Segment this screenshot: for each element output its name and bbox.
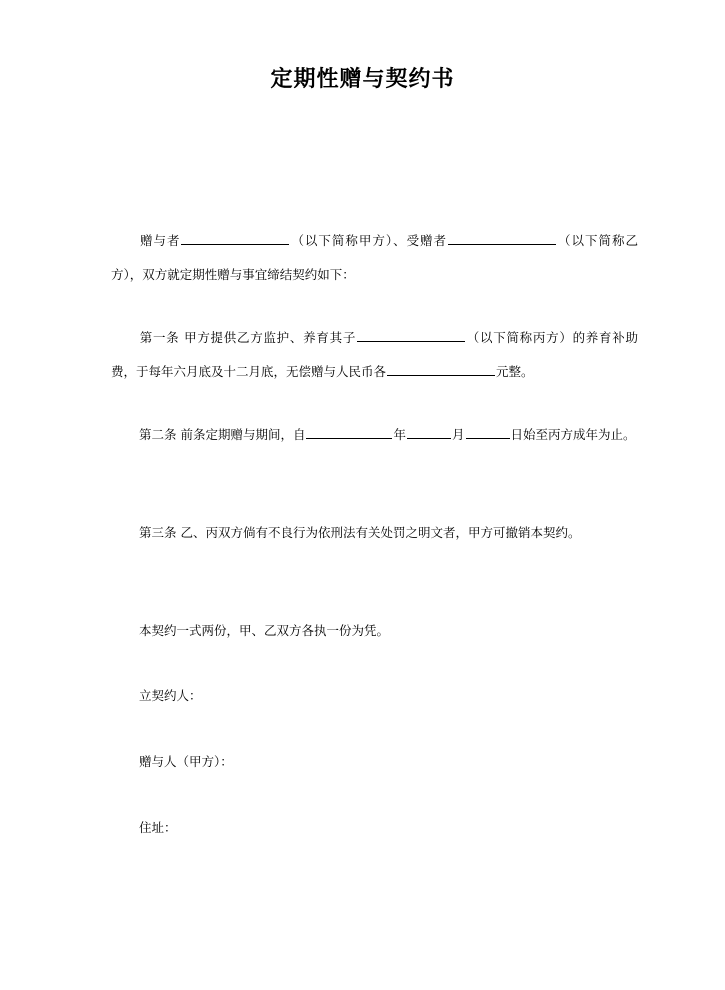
article-2-text-2: 年: [393, 427, 406, 442]
intro-text-2: （以下简称甲方）、受赠者: [290, 233, 448, 248]
intro-text-1: 赠与者: [139, 233, 181, 248]
article-3-paragraph: [111, 516, 638, 550]
year-blank: [306, 424, 392, 439]
intro-paragraph: [111, 224, 638, 292]
document-title: 定期性赠与契约书: [270, 67, 455, 92]
amount-blank: [387, 361, 495, 376]
copies-statement: 本契约一式两份，甲、乙双方各执一份为凭。: [139, 623, 390, 638]
signers-label: 立契约人：: [139, 688, 202, 703]
month-blank: [407, 424, 451, 439]
address-label: 住址：: [139, 820, 177, 835]
article-2-text-1: 第二条 前条定期赠与期间，自: [139, 427, 306, 442]
article-3-text: 第三条 乙、丙双方倘有不良行为依刑法有关处罚之明文者，甲方可撤销本契约。: [139, 525, 581, 540]
donor-label: 赠与人（甲方）：: [139, 754, 233, 769]
article-2-paragraph: [111, 418, 638, 452]
article-1-text-3: 元整。: [496, 364, 534, 379]
intro-text-3: （以下简称乙方），双方就定期性赠与事宜缔结契约如下：: [111, 233, 638, 282]
article-1-text-1: 第一条 甲方提供乙方监护、养育其子: [139, 330, 357, 345]
donor-name-blank: [181, 230, 289, 245]
article-2-text-3: 月: [452, 427, 465, 442]
donee-name-blank: [448, 230, 556, 245]
article-1-text-2: （以下简称丙方）的养育补助费，于每年六月底及十二月底，无偿赠与人民币各: [111, 330, 638, 379]
day-blank: [466, 424, 510, 439]
article-2-text-4: 日始至丙方成年为止。: [510, 427, 636, 442]
article-1-paragraph: [111, 321, 638, 389]
child-name-blank: [357, 327, 465, 342]
